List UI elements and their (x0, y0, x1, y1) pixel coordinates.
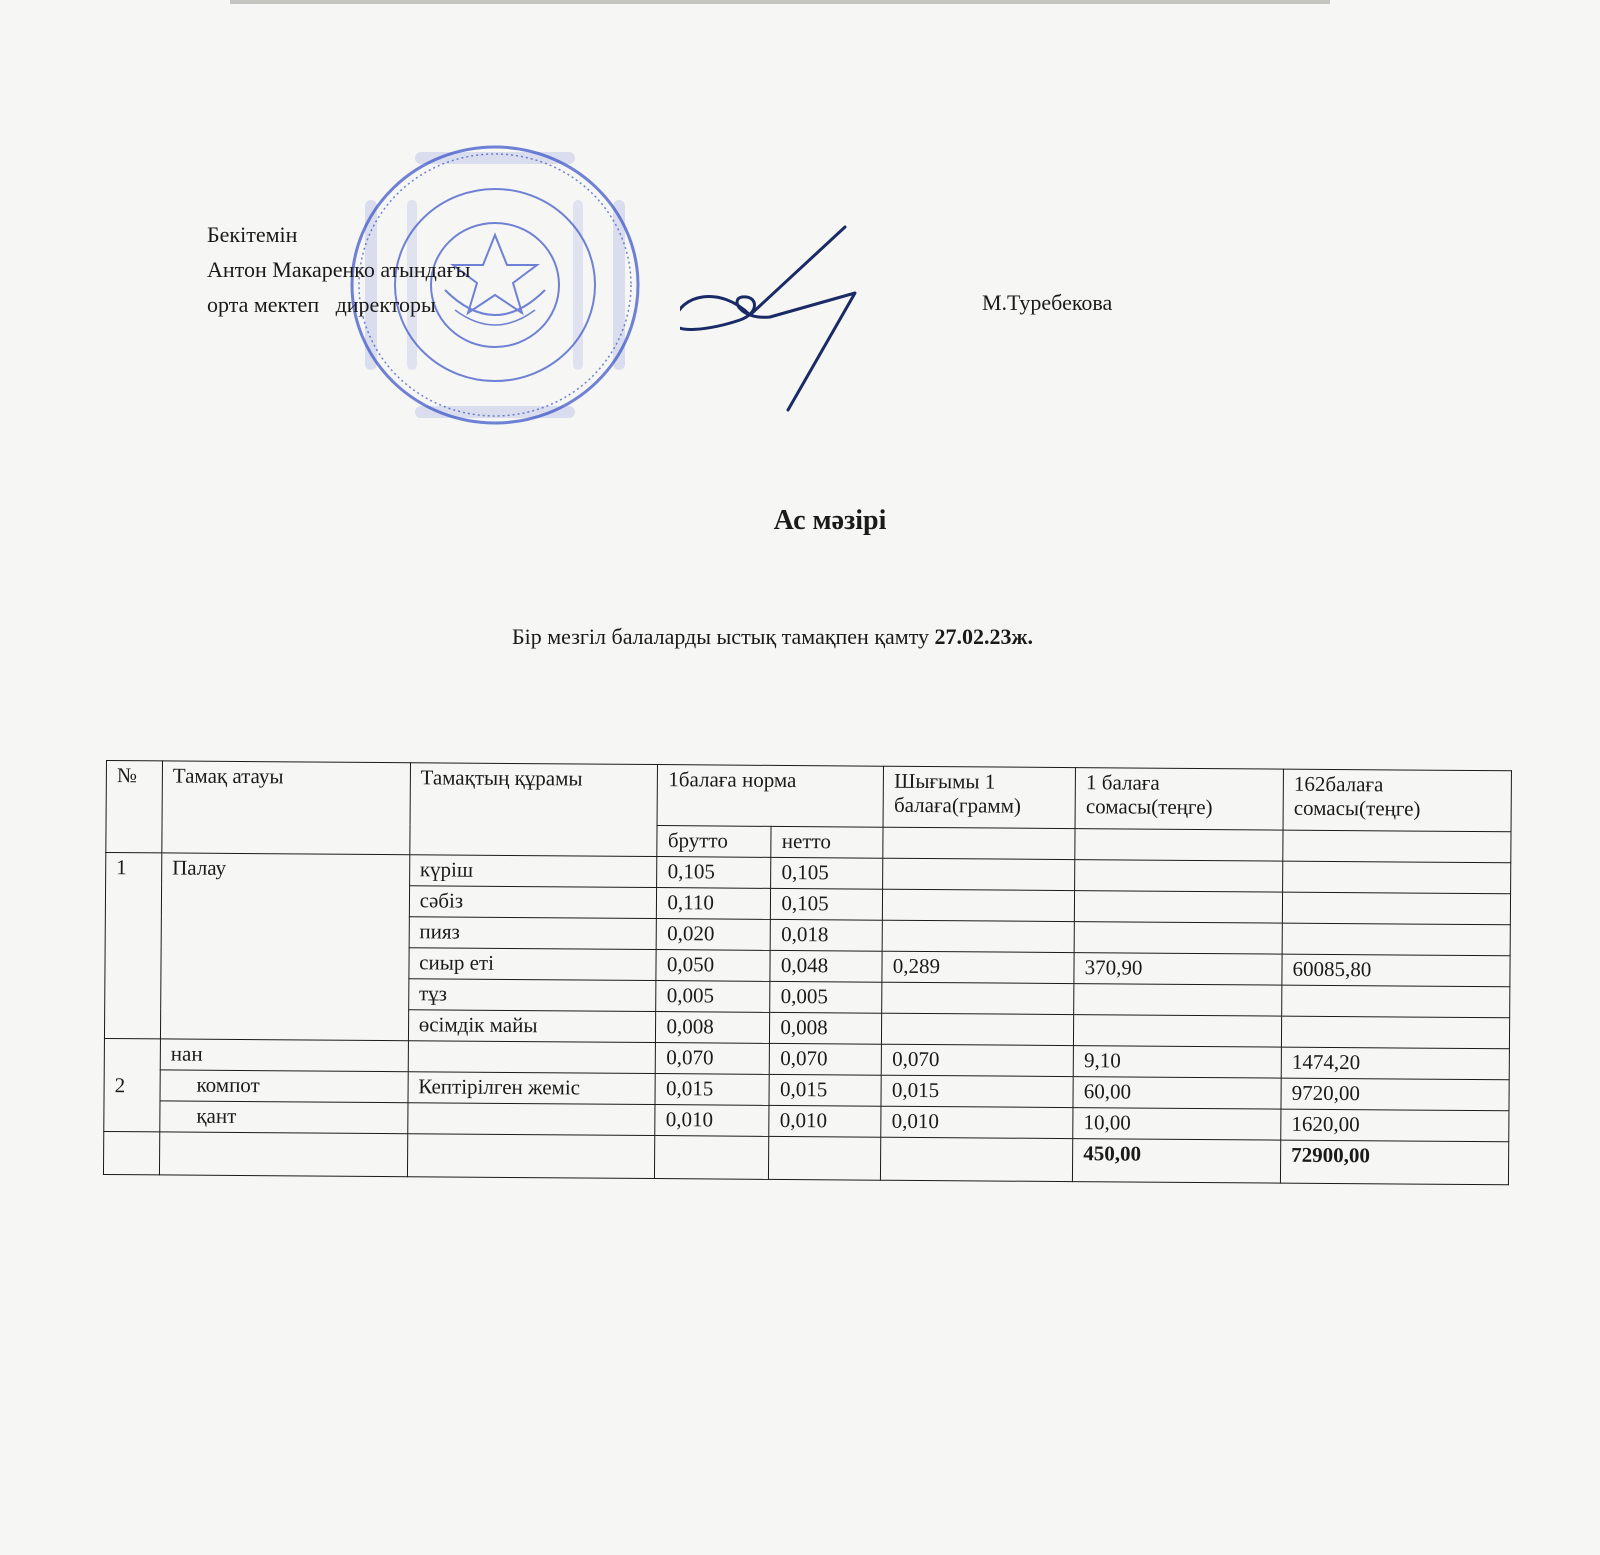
empty-cell (1075, 860, 1283, 893)
empty-cell (882, 982, 1074, 1014)
approval-line-3: орта мектеп директоры (207, 292, 436, 317)
cost-one-value: 10,00 (1073, 1108, 1281, 1141)
document-title: Ас мәзірі (773, 505, 887, 536)
netto-value: 0,105 (771, 857, 883, 889)
total-cost-total: 72900,00 (1281, 1140, 1509, 1185)
empty-cell (1075, 829, 1283, 862)
netto-value: 0,105 (771, 888, 883, 920)
header-num: № (106, 761, 163, 853)
empty-cell (883, 858, 1075, 890)
netto-value: 0,070 (770, 1043, 882, 1075)
ingredient-name: күріш (409, 855, 657, 888)
food-name: қант (160, 1101, 408, 1134)
brutto-value: 0,010 (655, 1105, 769, 1137)
cost-total-value: 60085,80 (1282, 954, 1510, 987)
cost-one-value: 60,00 (1073, 1077, 1281, 1110)
empty-cell (882, 920, 1074, 952)
cost-one-value: 9,10 (1073, 1046, 1281, 1079)
yield-value: 0,010 (881, 1106, 1073, 1138)
composition-value (408, 1041, 656, 1074)
ingredient-name: сәбіз (409, 886, 657, 919)
empty-cell (882, 1013, 1074, 1045)
header-composition: Тамақтың құрамы (410, 763, 658, 857)
netto-value: 0,005 (770, 981, 882, 1013)
approval-block (207, 217, 470, 322)
header-cost-total: 162балаға сомасы(теңге) (1283, 769, 1511, 832)
cost-total-value: 9720,00 (1281, 1078, 1509, 1111)
director-signature (680, 225, 880, 425)
cost-total-value: 1474,20 (1281, 1047, 1509, 1080)
brutto-value: 0,008 (656, 1012, 770, 1044)
empty-cell (1282, 985, 1510, 1018)
table-header-row (106, 761, 1511, 832)
empty-cell (1282, 923, 1510, 956)
empty-cell (1074, 1015, 1282, 1048)
brutto-value: 0,050 (656, 950, 770, 982)
composition-value: Кептірілген жеміс (408, 1072, 656, 1105)
brutto-value: 0,105 (657, 857, 771, 889)
netto-value: 0,015 (769, 1074, 881, 1106)
empty-cell (1282, 1016, 1510, 1049)
yield-value: 0,070 (882, 1044, 1074, 1076)
food-name: нан (160, 1039, 408, 1072)
brutto-value: 0,005 (656, 981, 770, 1013)
empty-cell (1283, 861, 1511, 894)
approval-line-2: Антон Макаренко атындағы (207, 257, 471, 282)
cost-one-value: 370,90 (1074, 953, 1282, 986)
empty-cell (883, 889, 1075, 921)
empty-cell (883, 827, 1075, 859)
empty-cell (1283, 830, 1511, 863)
ingredient-name: тұз (408, 979, 656, 1012)
totals-row (103, 1131, 1508, 1184)
subtitle-text: Бір мезгіл балаларды ыстық тамақпен қамту (512, 624, 930, 649)
ingredient-name: пияз (409, 917, 657, 950)
empty-cell (159, 1132, 407, 1177)
netto-value: 0,008 (770, 1012, 882, 1044)
cost-total-value: 1620,00 (1281, 1109, 1509, 1142)
page-top-edge (230, 0, 1330, 4)
total-cost-one: 450,00 (1073, 1139, 1281, 1184)
menu-table (103, 760, 1512, 1185)
ingredient-name: өсімдік майы (408, 1010, 656, 1043)
empty-cell (1074, 984, 1282, 1017)
netto-value: 0,018 (771, 919, 883, 951)
subtitle-date: 27.02.23ж. (934, 624, 1033, 649)
composition-value (407, 1103, 655, 1136)
brutto-value: 0,015 (655, 1074, 769, 1106)
document-subtitle (512, 624, 1033, 650)
food-name: Палау (160, 853, 409, 1041)
header-netto: нетто (771, 826, 883, 858)
brutto-value: 0,020 (657, 919, 771, 951)
yield-value: 0,289 (882, 951, 1074, 983)
empty-cell (1282, 892, 1510, 925)
header-cost-one: 1 балаға сомасы(теңге) (1075, 768, 1283, 831)
netto-value: 0,010 (769, 1105, 881, 1137)
approval-line-1: Бекітемін (207, 222, 298, 247)
netto-value: 0,048 (770, 950, 882, 982)
food-name: компот (160, 1070, 408, 1103)
brutto-value: 0,110 (657, 888, 771, 920)
header-yield: Шығымы 1 балаға(грамм) (883, 766, 1075, 828)
header-food-name: Тамақ атауы (162, 761, 410, 855)
director-name: М.Туребекова (982, 290, 1113, 315)
brutto-value: 0,070 (656, 1043, 770, 1075)
header-norm: 1балаға норма (658, 765, 884, 828)
row-num: 1 (104, 853, 161, 1039)
empty-cell (1074, 922, 1282, 955)
empty-cell (1075, 891, 1283, 924)
empty-cell (407, 1134, 655, 1179)
empty-cell (655, 1136, 769, 1180)
empty-cell (103, 1131, 159, 1174)
row-num: 2 (104, 1038, 161, 1131)
empty-cell (881, 1137, 1073, 1181)
empty-cell (769, 1136, 881, 1180)
header-brutto: брутто (657, 826, 771, 858)
ingredient-name: сиыр еті (409, 948, 657, 981)
yield-value: 0,015 (881, 1075, 1073, 1107)
